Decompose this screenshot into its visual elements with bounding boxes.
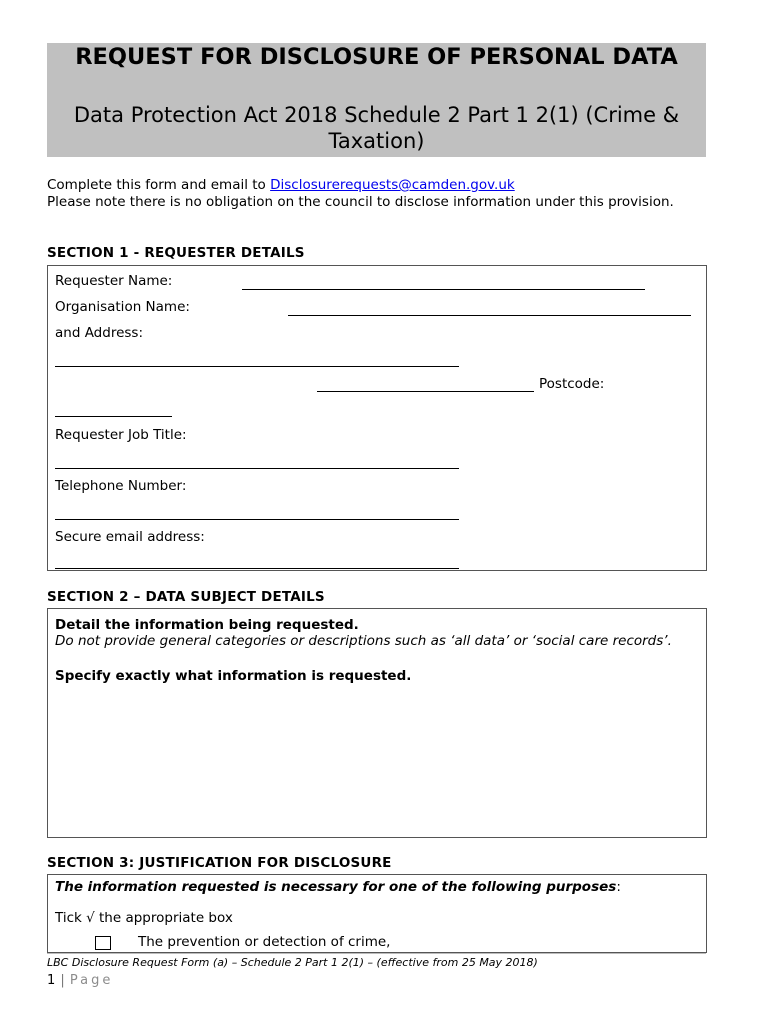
requester-name-label: Requester Name:: [55, 273, 173, 289]
prevention-crime-label: The prevention or detection of crime,: [138, 934, 391, 950]
purposes-colon: :: [616, 879, 621, 895]
page-title: REQUEST FOR DISCLOSURE OF PERSONAL DATA: [75, 44, 678, 70]
footer-divider: [47, 953, 706, 954]
job-title-field[interactable]: [55, 468, 459, 469]
address-line-2-field[interactable]: [317, 391, 534, 392]
section2-heading: SECTION 2 – DATA SUBJECT DETAILS: [47, 589, 325, 605]
page-subtitle: Data Protection Act 2018 Schedule 2 Part 1 2(1) (Crime & Taxation): [73, 103, 680, 153]
page-footer: [47, 969, 113, 988]
organisation-name-field[interactable]: [288, 315, 691, 316]
section3-heading: SECTION 3: JUSTIFICATION FOR DISCLOSURE: [47, 855, 392, 871]
specify-instruction: Specify exactly what information is requested.: [55, 668, 412, 684]
postcode-label: Postcode:: [539, 376, 605, 392]
telephone-label: Telephone Number:: [55, 478, 187, 494]
telephone-field[interactable]: [55, 519, 459, 520]
detail-title: Detail the information being requested.: [55, 617, 359, 633]
disclosure-email-link[interactable]: Disclosurerequests@camden.gov.uk: [270, 177, 515, 193]
secure-email-field[interactable]: [55, 568, 459, 569]
prevention-crime-checkbox[interactable]: [95, 936, 111, 950]
organisation-name-label: Organisation Name:: [55, 299, 190, 315]
job-title-label: Requester Job Title:: [55, 427, 187, 443]
purposes-statement: [55, 876, 655, 896]
page-label: Page: [69, 973, 114, 988]
intro-text: Complete this form and email to: [47, 177, 271, 193]
page-separator: |: [60, 973, 65, 988]
detail-note: Do not provide general categories or descriptions such as ‘all data’ or ‘social care records’.: [55, 633, 672, 649]
secure-email-label: Secure email address:: [55, 529, 205, 545]
footer-form-reference: LBC Disclosure Request Form (a) – Schedule 2 Part 1 2(1) – (effective from 25 May 2018): [47, 956, 538, 969]
postcode-field[interactable]: [55, 416, 172, 417]
requester-name-field[interactable]: [242, 289, 645, 290]
address-line-1-field[interactable]: [55, 366, 459, 367]
section1-heading: SECTION 1 - REQUESTER DETAILS: [47, 245, 305, 261]
tick-instruction: Tick √ the appropriate box: [55, 910, 233, 926]
purposes-text: The information requested is necessary for one of the following purposes: [55, 879, 617, 895]
address-label: and Address:: [55, 325, 144, 341]
page-number: 1: [47, 973, 56, 988]
intro-email-line: [47, 177, 706, 194]
intro-note: Please note there is no obligation on the council to disclose information under this provision.: [47, 194, 674, 210]
